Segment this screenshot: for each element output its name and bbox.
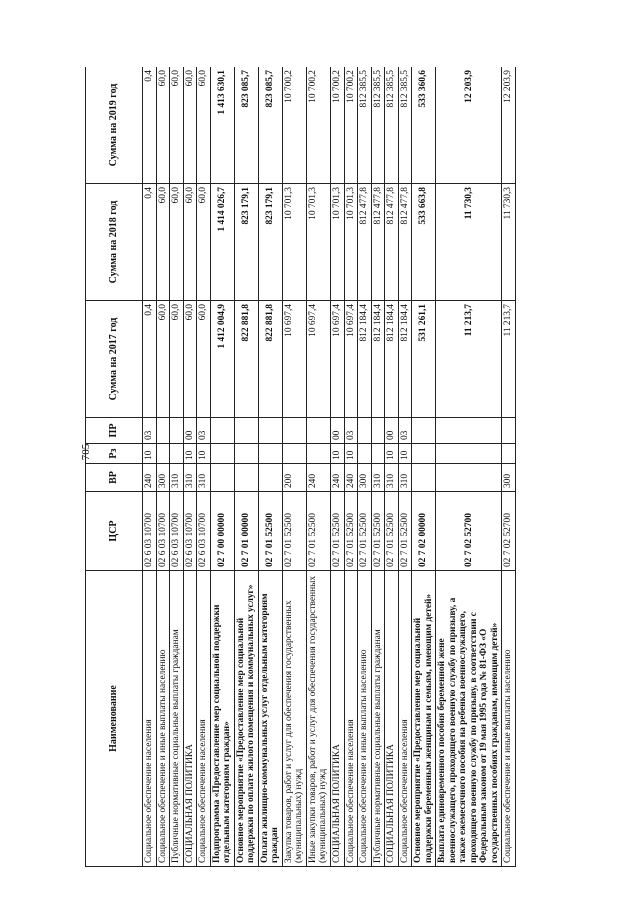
- page-number-text: 705: [80, 443, 92, 461]
- cell-csr: 02 7 01 52500: [385, 492, 399, 571]
- cell-vr: 200: [282, 464, 306, 492]
- cell-name: Социальное обеспечение и иные выплаты населению: [502, 571, 516, 867]
- cell-pr: 03: [344, 418, 358, 444]
- cell-rz: 10: [183, 444, 197, 464]
- cell-csr: 02 7 01 52500: [306, 492, 330, 571]
- cell-vr: [234, 464, 258, 492]
- header-name: Наименование: [86, 571, 143, 867]
- cell-s19: 812 385,5: [371, 67, 385, 184]
- cell-pr: [234, 418, 258, 444]
- table-row: [398, 67, 412, 867]
- table-row: [197, 67, 211, 867]
- cell-s18: 812 477,8: [385, 184, 399, 301]
- table-row: [143, 67, 157, 867]
- cell-s17: 10 697,4: [282, 301, 306, 418]
- header-sum-2019: Сумма на 2019 год: [86, 67, 143, 184]
- cell-name: Подпрограмма «Предоставление мер социальной поддержки отдельным категориям граждан»: [210, 571, 234, 867]
- cell-s17: 822 881,8: [234, 301, 258, 418]
- header-pr: ПР: [86, 418, 143, 444]
- cell-s17: 822 881,8: [258, 301, 282, 418]
- cell-name: Социальное обеспечение населения: [398, 571, 412, 867]
- cell-s19: 10 700,2: [330, 67, 344, 184]
- cell-vr: 240: [330, 464, 344, 492]
- cell-s17: 1 412 004,9: [210, 301, 234, 418]
- table-row: [183, 67, 197, 867]
- cell-name: Социальное обеспечение и иные выплаты населению: [156, 571, 170, 867]
- table-body: [143, 67, 516, 867]
- cell-csr: 02 6 03 10700: [143, 492, 157, 571]
- cell-vr: 240: [143, 464, 157, 492]
- cell-s19: 812 385,5: [358, 67, 372, 184]
- cell-s17: 531 261,1: [412, 301, 436, 418]
- cell-s17: 60,0: [197, 301, 211, 418]
- table-row: [344, 67, 358, 867]
- cell-pr: 00: [183, 418, 197, 444]
- cell-vr: [436, 464, 502, 492]
- cell-name: Публичные нормативные социальные выплаты гражданам: [371, 571, 385, 867]
- cell-rz: [358, 444, 372, 464]
- cell-s18: 0,4: [143, 184, 157, 301]
- cell-s17: 812 184,4: [398, 301, 412, 418]
- cell-pr: 03: [143, 418, 157, 444]
- cell-csr: 02 7 02 52700: [502, 492, 516, 571]
- table-row: [502, 67, 516, 867]
- cell-s19: 60,0: [197, 67, 211, 184]
- cell-s19: 60,0: [156, 67, 170, 184]
- cell-pr: [436, 418, 502, 444]
- cell-csr: 02 7 01 52500: [258, 492, 282, 571]
- cell-pr: [502, 418, 516, 444]
- cell-s17: 812 184,4: [371, 301, 385, 418]
- cell-rz: [371, 444, 385, 464]
- cell-s18: 60,0: [156, 184, 170, 301]
- cell-pr: [156, 418, 170, 444]
- cell-s18: 10 701,3: [282, 184, 306, 301]
- cell-s18: 10 701,3: [330, 184, 344, 301]
- header-sum-2017: Сумма на 2017 год: [86, 301, 143, 418]
- cell-name: Социальное обеспечение населения: [344, 571, 358, 867]
- cell-name: Закупка товаров, работ и услуг для обеспечения государственных (муниципальных) нужд: [282, 571, 306, 867]
- cell-name: Оплата жилищно-коммунальных услуг отдельным категориям граждан: [258, 571, 282, 867]
- cell-vr: [210, 464, 234, 492]
- cell-s19: 10 700,2: [306, 67, 330, 184]
- table-row: [358, 67, 372, 867]
- cell-s18: 823 179,1: [234, 184, 258, 301]
- cell-rz: 10: [330, 444, 344, 464]
- cell-csr: 02 6 03 10700: [170, 492, 184, 571]
- cell-csr: 02 7 02 00000: [412, 492, 436, 571]
- table-row: [412, 67, 436, 867]
- table-row: [282, 67, 306, 867]
- cell-rz: [412, 444, 436, 464]
- cell-s18: 812 477,8: [358, 184, 372, 301]
- cell-s19: 12 203,9: [502, 67, 516, 184]
- cell-name: Основное мероприятие «Предоставление мер социальной поддержки по оплате жилого помещения и коммунальных услуг»: [234, 571, 258, 867]
- cell-s18: 11 730,3: [502, 184, 516, 301]
- cell-name: Социальное обеспечение и иные выплаты населению: [358, 571, 372, 867]
- cell-vr: 310: [170, 464, 184, 492]
- cell-vr: 300: [156, 464, 170, 492]
- cell-vr: [412, 464, 436, 492]
- cell-name: Публичные нормативные социальные выплаты гражданам: [170, 571, 184, 867]
- cell-name: Иные закупки товаров, работ и услуг для обеспечения государственных (муниципальных) нужд: [306, 571, 330, 867]
- cell-s18: 10 701,3: [344, 184, 358, 301]
- cell-s18: 11 730,3: [436, 184, 502, 301]
- cell-csr: 02 7 00 00000: [210, 492, 234, 571]
- cell-csr: 02 6 03 10700: [183, 492, 197, 571]
- table-row: [385, 67, 399, 867]
- cell-csr: 02 7 01 52500: [330, 492, 344, 571]
- cell-csr: 02 6 03 10700: [197, 492, 211, 571]
- cell-s17: 812 184,4: [358, 301, 372, 418]
- cell-s17: 11 213,7: [436, 301, 502, 418]
- cell-rz: [210, 444, 234, 464]
- table-row: [258, 67, 282, 867]
- cell-s18: 10 701,3: [306, 184, 330, 301]
- cell-s18: 60,0: [197, 184, 211, 301]
- cell-pr: 03: [197, 418, 211, 444]
- cell-pr: [282, 418, 306, 444]
- cell-csr: 02 7 02 52700: [436, 492, 502, 571]
- table-row: [330, 67, 344, 867]
- cell-s18: 1 414 026,7: [210, 184, 234, 301]
- table-row: [306, 67, 330, 867]
- cell-rz: [234, 444, 258, 464]
- cell-s17: 60,0: [156, 301, 170, 418]
- cell-s17: 11 213,7: [502, 301, 516, 418]
- header-vr: ВР: [86, 464, 143, 492]
- cell-s19: 0,4: [143, 67, 157, 184]
- cell-vr: 300: [502, 464, 516, 492]
- cell-name: Основное мероприятие «Предоставление мер социальной поддержки беременным женщинам и семьям, имеющим детей»: [412, 571, 436, 867]
- cell-s17: 0,4: [143, 301, 157, 418]
- rotated-page: [85, 67, 575, 867]
- cell-csr: 02 7 01 52500: [358, 492, 372, 571]
- header-sum-2018: Сумма на 2018 год: [86, 184, 143, 301]
- cell-s18: 812 477,8: [371, 184, 385, 301]
- cell-csr: 02 7 01 52500: [398, 492, 412, 571]
- cell-s19: 533 360,6: [412, 67, 436, 184]
- cell-vr: 310: [371, 464, 385, 492]
- cell-s18: 60,0: [170, 184, 184, 301]
- cell-pr: 03: [398, 418, 412, 444]
- cell-s17: 60,0: [170, 301, 184, 418]
- header-row: [86, 67, 143, 867]
- cell-s19: 823 085,7: [258, 67, 282, 184]
- cell-rz: 10: [398, 444, 412, 464]
- cell-name: СОЦИАЛЬНАЯ ПОЛИТИКА: [385, 571, 399, 867]
- cell-rz: 10: [344, 444, 358, 464]
- cell-pr: [412, 418, 436, 444]
- table-row: [436, 67, 502, 867]
- cell-vr: 310: [183, 464, 197, 492]
- cell-s17: 10 697,4: [306, 301, 330, 418]
- cell-pr: [306, 418, 330, 444]
- cell-rz: [156, 444, 170, 464]
- table-row: [234, 67, 258, 867]
- cell-pr: 00: [330, 418, 344, 444]
- header-csr: ЦСР: [86, 492, 143, 571]
- cell-vr: 300: [358, 464, 372, 492]
- cell-rz: 10: [197, 444, 211, 464]
- table-row: [156, 67, 170, 867]
- cell-s19: 10 700,2: [344, 67, 358, 184]
- cell-s19: 60,0: [170, 67, 184, 184]
- cell-pr: 00: [385, 418, 399, 444]
- cell-vr: 310: [398, 464, 412, 492]
- cell-s19: 60,0: [183, 67, 197, 184]
- cell-name: СОЦИАЛЬНАЯ ПОЛИТИКА: [183, 571, 197, 867]
- cell-rz: 10: [385, 444, 399, 464]
- cell-csr: 02 7 01 52500: [371, 492, 385, 571]
- cell-pr: [358, 418, 372, 444]
- cell-vr: [258, 464, 282, 492]
- cell-rz: [306, 444, 330, 464]
- cell-vr: 310: [385, 464, 399, 492]
- cell-rz: [502, 444, 516, 464]
- cell-csr: 02 7 01 00000: [234, 492, 258, 571]
- table-row: [371, 67, 385, 867]
- cell-s19: 812 385,5: [398, 67, 412, 184]
- cell-name: СОЦИАЛЬНАЯ ПОЛИТИКА: [330, 571, 344, 867]
- cell-pr: [258, 418, 282, 444]
- cell-name: Социальное обеспечение населения: [143, 571, 157, 867]
- cell-csr: 02 7 01 52500: [344, 492, 358, 571]
- header-rz: Рз: [86, 444, 143, 464]
- cell-s18: 823 179,1: [258, 184, 282, 301]
- cell-pr: [371, 418, 385, 444]
- cell-rz: 10: [143, 444, 157, 464]
- cell-name: Выплата единовременного пособия беременной жене военнослужащего, проходящего военную службу по призыву, а также ежемесячного пособия на ребенка военнослужащего, проходящего военную службу по призыву, в соответствии с Федеральным законом от 19 мая 1995 года № 81-ФЗ «О государственных пособиях гражданам, имеющим детей»: [436, 571, 502, 867]
- cell-vr: 310: [197, 464, 211, 492]
- cell-s17: 10 697,4: [344, 301, 358, 418]
- cell-pr: [210, 418, 234, 444]
- cell-s17: 10 697,4: [330, 301, 344, 418]
- cell-rz: [282, 444, 306, 464]
- cell-name: Социальное обеспечение населения: [197, 571, 211, 867]
- cell-s19: 1 413 630,1: [210, 67, 234, 184]
- cell-vr: 240: [306, 464, 330, 492]
- table-row: [210, 67, 234, 867]
- cell-s19: 12 203,9: [436, 67, 502, 184]
- cell-s18: 60,0: [183, 184, 197, 301]
- cell-s19: 812 385,5: [385, 67, 399, 184]
- cell-s17: 60,0: [183, 301, 197, 418]
- table-frame: [85, 67, 575, 867]
- cell-rz: [258, 444, 282, 464]
- cell-rz: [170, 444, 184, 464]
- cell-s17: 812 184,4: [385, 301, 399, 418]
- cell-csr: 02 6 03 10700: [156, 492, 170, 571]
- cell-s19: 10 700,2: [282, 67, 306, 184]
- cell-s18: 812 477,8: [398, 184, 412, 301]
- cell-vr: 240: [344, 464, 358, 492]
- cell-rz: [436, 444, 502, 464]
- budget-table: [85, 67, 516, 867]
- cell-s18: 533 663,8: [412, 184, 436, 301]
- cell-pr: [170, 418, 184, 444]
- cell-csr: 02 7 01 52500: [282, 492, 306, 571]
- table-row: [170, 67, 184, 867]
- cell-s19: 823 085,7: [234, 67, 258, 184]
